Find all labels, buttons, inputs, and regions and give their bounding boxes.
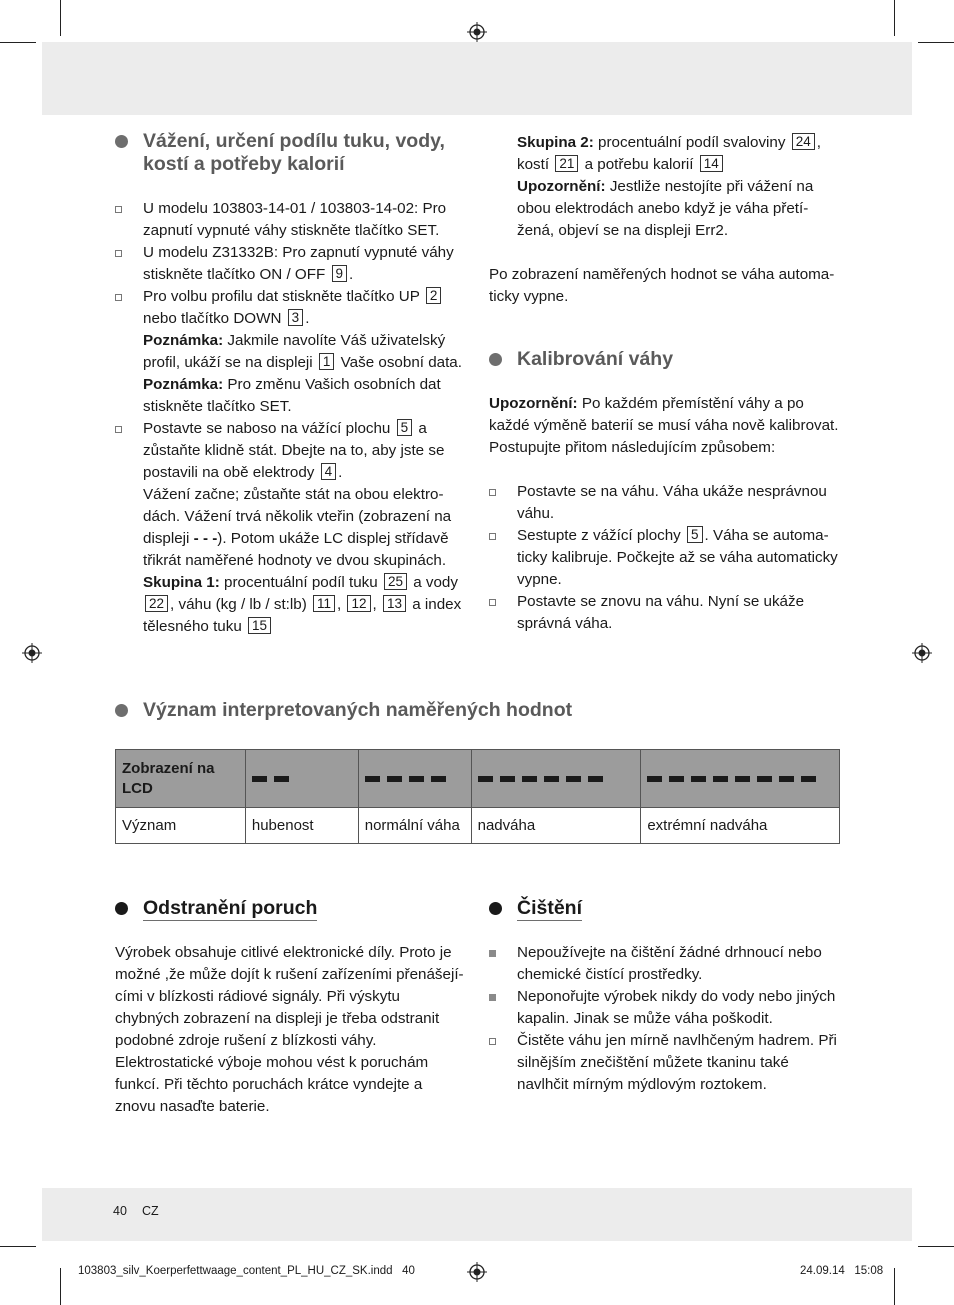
lcd-dash-segment — [365, 776, 380, 782]
lcd-dash-segment — [431, 776, 446, 782]
lcd-dash-segment — [409, 776, 424, 782]
right-column — [489, 132, 841, 635]
lcd-header-label: Zobrazení na LCD — [116, 750, 246, 808]
crop-mark — [918, 42, 954, 43]
page-number: 40 — [113, 1204, 127, 1218]
registration-mark-icon — [22, 643, 42, 663]
table-section-heading-wrap — [115, 699, 840, 722]
crop-mark — [60, 1268, 61, 1305]
list-item: Neponořujte výrobek nikdy do vody nebo jiných kapalin. Jinak se může váha poškodit. — [489, 986, 841, 1030]
bottom-print-band — [42, 1188, 912, 1241]
list-item: Nepoužívejte na čištění žádné drhnoucí nebo chemické čistící prostředky. — [489, 942, 841, 986]
reference-number: 24 — [792, 133, 815, 150]
reference-number: 3 — [288, 309, 304, 326]
bullet-dot-icon — [115, 902, 128, 915]
group-label: Skupina 1: — [143, 574, 220, 591]
checkbox-bullet-icon — [489, 489, 496, 496]
faults-section — [115, 897, 467, 1118]
note-label: Poznámka: — [143, 376, 224, 393]
display-dashes: - - - — [193, 530, 218, 547]
reference-number: 13 — [383, 595, 406, 612]
reference-number: 4 — [321, 463, 337, 480]
warning-label: Upozornění: — [489, 395, 578, 412]
checkbox-bullet-icon — [115, 206, 122, 213]
auto-off-paragraph: Po zobrazení naměřených hodnot se váha automa-ticky vypne. — [489, 266, 835, 305]
lcd-dash-segment — [757, 776, 772, 782]
reference-number: 21 — [555, 155, 578, 172]
heading-text: Význam interpretovaných naměřených hodnot — [143, 699, 573, 721]
lcd-dash-segment — [387, 776, 402, 782]
crop-mark — [894, 1268, 895, 1305]
meaning-cell: hubenost — [245, 808, 358, 844]
list-item: Pro volbu profilu dat stiskněte tlačítko UP 2 nebo tlačítko DOWN 3 . Poznámka: Jakmile navolíte Váš uživatelský profil, ukáží se na displeji 1 Vaše osobní data. Poznámka: Pro změnu Vašich osobních dat stiskněte tlačítko SET. — [115, 286, 467, 418]
reference-number: 9 — [332, 265, 348, 282]
lcd-dash-cell — [245, 750, 358, 808]
reference-number: 2 — [426, 287, 442, 304]
lcd-dash-segment — [544, 776, 559, 782]
bullet-dot-icon — [489, 353, 502, 366]
heading-text: Vážení, určení podílu tuku, vody, kostí a potřeby kalorií — [143, 130, 445, 175]
section-heading-cleaning — [489, 897, 841, 920]
note-label: Poznámka: — [143, 332, 224, 349]
lcd-dash-segment — [566, 776, 581, 782]
cleaning-section — [489, 897, 841, 1096]
registration-mark-icon — [467, 22, 487, 42]
meaning-cell: nadváha — [471, 808, 641, 844]
list-item: Sestupte z vážící plochy 5 . Váha se automa-ticky kalibruje. Počkejte až se váha automaticky vypne. — [489, 525, 841, 591]
list-item: U modelu 103803-14-01 / 103803-14-02: Pro zapnutí vypnuté váhy stiskněte tlačítko SET. — [115, 198, 467, 242]
list-item: U modelu Z31332B: Pro zapnutí vypnuté váhy stiskněte tlačítko ON / OFF 9 . — [115, 242, 467, 286]
crop-mark — [0, 42, 36, 43]
lcd-dash-segment — [779, 776, 794, 782]
checkbox-bullet-icon — [489, 533, 496, 540]
calibration-steps-list — [489, 481, 841, 635]
list-item: Postavte se naboso na vážící plochu 5 a zůstaňte klidně stát. Dbejte na to, aby jste se postavili na obě elektrody 4 . Vážení začne; zůstaňte stát na obou elektro-dách. Vážení trvá několik vteřin (zobrazení na displeji - - -). Potom ukáže LC displej střídavě třikrát naměřené hodnoty ve dvou skupinách. Skupina 1: procentuální podíl tuku 25 a vody 22 , váhu (kg / lb / st:lb) 11 , 12 , 13 a index tělesného tuku 15 — [115, 418, 467, 638]
table-header-row — [116, 750, 840, 808]
calibration-warning: Upozornění: Po každém přemístění váhy a po každé výměně baterií se musí váha nově kalibrovat. Postupujte přitom následujícím způsobem: — [489, 395, 839, 456]
reference-number: 5 — [687, 526, 703, 543]
heading-text: Odstranění poruch — [143, 897, 318, 919]
lcd-dash-segment — [252, 776, 267, 782]
weighing-steps-list — [115, 198, 467, 638]
left-column — [115, 130, 467, 638]
lcd-dash-segment — [669, 776, 684, 782]
lcd-dash-segment — [801, 776, 816, 782]
group-label: Skupina 2: — [517, 134, 594, 151]
reference-number: 5 — [397, 419, 413, 436]
lcd-dash-segment — [500, 776, 515, 782]
bullet-dot-icon — [115, 704, 128, 717]
footer-date: 24.09.14 15:08 — [800, 1265, 884, 1277]
reference-number: 14 — [700, 155, 723, 172]
reference-number: 15 — [248, 617, 271, 634]
crop-mark — [0, 1246, 36, 1247]
reference-number: 1 — [319, 353, 335, 370]
registration-mark-icon — [912, 643, 932, 663]
list-item: Čistěte váhu jen mírně navlhčeným hadrem. Při silnějším znečištění můžete tkaninu také navlhčit mírným mýdlovým roztokem. — [489, 1030, 841, 1096]
lcd-meaning-table — [115, 749, 840, 844]
checkbox-bullet-icon — [489, 599, 496, 606]
list-item: Postavte se na váhu. Váha ukáže nesprávnou váhu. — [489, 481, 841, 525]
section-heading-meaning — [115, 699, 840, 722]
heading-text: Kalibrování váhy — [517, 348, 674, 370]
bullet-dot-icon — [115, 135, 128, 148]
lcd-dash-segment — [691, 776, 706, 782]
lcd-dash-segment — [647, 776, 662, 782]
checkbox-bullet-icon — [489, 1038, 496, 1045]
section-heading-calibration — [489, 348, 841, 371]
square-bullet-icon — [489, 950, 496, 957]
reference-number: 11 — [313, 595, 335, 612]
section-heading-weighing — [115, 130, 467, 176]
square-bullet-icon — [489, 994, 496, 1001]
warning-label: Upozornění: — [517, 178, 606, 195]
crop-mark — [60, 0, 61, 36]
footer-file-name: 103803_silv_Koerperfettwaage_content_PL_HU_CZ_SK.indd 40 — [78, 1265, 415, 1277]
lcd-dash-cell — [358, 750, 471, 808]
lcd-dash-segment — [588, 776, 603, 782]
lcd-dash-segment — [478, 776, 493, 782]
table-row — [116, 808, 840, 844]
top-print-band — [42, 42, 912, 115]
checkbox-bullet-icon — [115, 250, 122, 257]
language-code: CZ — [142, 1204, 159, 1218]
reference-number: 22 — [145, 595, 168, 612]
faults-paragraph-1: Výrobek obsahuje citlivé elektronické díly. Proto je možné ,že může dojít k rušení zařízeními přenášejí-cími v blízkosti rádiové signály. Při výskytu chybných zobrazení na displeji je třeba odstranit podobné zdroje rušení z blízkosti váhy. — [115, 944, 464, 1049]
lcd-dash-segment — [713, 776, 728, 782]
lcd-dash-cell — [471, 750, 641, 808]
reference-number: 25 — [384, 573, 407, 590]
reference-number: 12 — [347, 595, 370, 612]
lcd-dash-segment — [522, 776, 537, 782]
faults-paragraph-2: Elektrostatické výboje mohou vést k poruchám funkcí. Při těchto poruchách krátce vyndejte a znovu nasaďte baterie. — [115, 1054, 429, 1115]
lcd-dash-segment — [735, 776, 750, 782]
meaning-row-label: Význam — [116, 808, 246, 844]
crop-mark — [894, 0, 895, 36]
crop-mark — [918, 1246, 954, 1247]
group2-paragraph: Skupina 2: procentuální podíl svaloviny 24 , kostí 21 a potřebu kalorií 14 Upozornění: Jestliže nestojíte při vážení na obou elektrodách anebo když je váha přetí-žená, objeví se na displeji Err2. — [517, 134, 821, 239]
checkbox-bullet-icon — [115, 294, 122, 301]
section-heading-faults — [115, 897, 467, 920]
checkbox-bullet-icon — [115, 426, 122, 433]
meaning-cell: normální váha — [358, 808, 471, 844]
meaning-cell: extrémní nadváha — [641, 808, 840, 844]
lcd-dash-cell — [641, 750, 840, 808]
cleaning-list — [489, 942, 841, 1096]
lcd-dash-segment — [274, 776, 289, 782]
registration-mark-icon — [467, 1262, 487, 1282]
list-item: Postavte se znovu na váhu. Nyní se ukáže správná váha. — [489, 591, 841, 635]
heading-text: Čištění — [517, 897, 583, 919]
bullet-dot-icon — [489, 902, 502, 915]
